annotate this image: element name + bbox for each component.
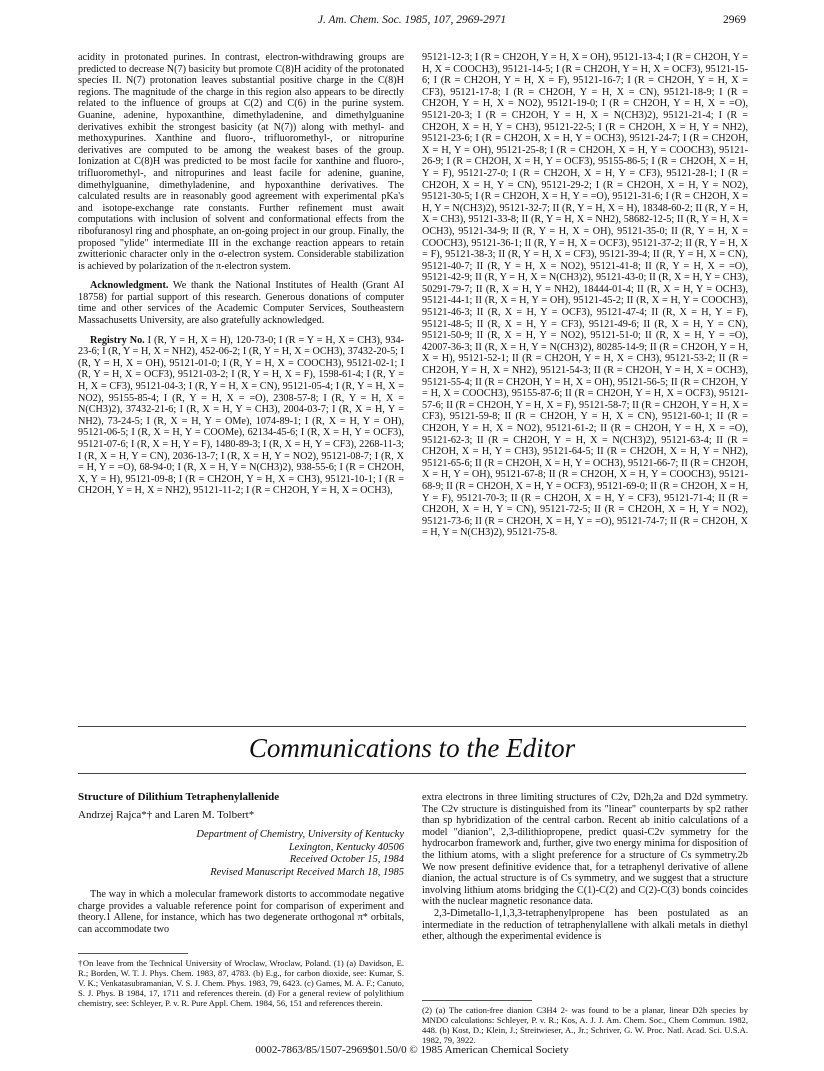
conclusion-paragraph: acidity in protonated purines. In contrast, electron-withdrawing groups are predicted to decrease N(7) basicity but promote C(8)H acidity of the protonated species II. N(7) protonation leaves substantial positive charge in the C(8)H regions. The magnitude of the charge in this region also appears to be directly related to the influence of groups at C(2) and C(6) in the purine system. Guanine, adenine, hypoxanthine, dimethyladenine, and dimethylguanine derivatives exhibit the strongest basicity (at N(7)) along with methyl- and methoxypurines. Xanthine and fluoro-, trifluoromethyl-, or nitropurine derivatives are computed to be among the weakest bases of the group. Ionization at C(8)H was predicted to be most facile for xanthine and fluoro-, trifluoromethyl-, and nitropurines and least facile for adenine, guanine, dimethylguanine, dimethyladenine, and hypoxanthine derivatives. The calculated results are in reasonably good agreement with experimental pKa's and isotope-exchange rate constants. Further refinement must await computations with inclusion of solvent and conformational effects from the ribofuranosyl ring and phosphate, an on-going project in our group. Finally, the proposed "ylide" intermediate III in the exchange reaction appears to retain zwitterionic character only in the σ-electron system. Considerable stabilization is achieved by polarization of the π-electron system. xyxy=(78,52,404,272)
article-left-column xyxy=(78,792,404,936)
section-rule-top xyxy=(78,726,746,727)
affiliation xyxy=(78,829,404,879)
intro-paragraph: The way in which a molecular framework distorts to accommodate negative charge provides a valuable reference point for comparison of experiment and theory.1 Allene, for instance, which has two degenerate orthogonal π* orbitals, can accommodate two xyxy=(78,889,404,935)
copyright-line: 0002-7863/85/1507-2969$01.50/0 © 1985 American Chemical Society xyxy=(255,1044,569,1056)
section-rule-bottom xyxy=(78,773,746,774)
article-title: Structure of Dilithium Tetraphenylallenide xyxy=(78,791,280,803)
journal-reference: J. Am. Chem. Soc. 1985, 107, 2969-2971 xyxy=(317,14,507,26)
footnote-rule xyxy=(422,1000,532,1001)
acknowledgment xyxy=(78,280,404,326)
registry-continued: 95121-12-3; I (R = CH2OH, Y = H, X = OH), 95121-13-4; I (R = CH2OH, Y = H, X = COOCH3), 95121-14-5; I (R = CH2OH, Y = H, X = OCF3), 95121-15-6; I (R = CH2OH, Y = H, X = F), 95121-16-7; I (R = CH2OH, Y = H, X = CF3), 95121-17-8; I (R = CH2OH, Y = H, X = CN), 95121-18-9; I (R = CH2OH, Y = H, X = NO2), 95121-19-0; I (R = CH2OH, Y = H, X = =O), 95121-20-3; I (R = CH2OH, Y = H, X = N(CH3)2), 95121-21-4; I (R = CH2OH, X = H, Y = CH3), 95121-22-5; I (R = CH2OH, X = H, Y = NH2), 95121-23-6; I (R = CH2OH, X = H, Y = OCH3), 95121-24-7; I (R = CH2OH, X = H, Y = OH), 95121-25-8; I (R = CH2OH, X = H, Y = COOCH3), 95121-26-9; I (R = CH2OH, X = H, Y = OCF3), 95155-86-5; I (R = CH2OH, X = H, Y = F), 95121-27-0; I (R = CH2OH, X = H, Y = CF3), 95121-28-1; I (R = CH2OH, X = H, Y = CN), 95121-29-2; I (R = CH2OH, X = H, Y = NO2), 95121-30-5; I (R = CH2OH, X = H, Y = =O), 95121-31-6; I (R = CH2OH, X = H, Y = N(CH3)2), 95121-32-7; II (R, Y = H, X = H), 18348-60-2; II (R, Y = H, X = CH3), 95121-33-8; II (R, Y = H, X = NH2), 58682-12-5; II (R, Y = H, X = OCH3), 95121-34-9; II (R, Y = H, X = OH), 95121-35-0; II (R, Y = H, X = COOCH3), 95121-36-1; II (R, Y = H, X = OCF3), 95121-37-2; II (R, Y = H, X = F), 95121-38-3; II (R, Y = H, X = CF3), 95121-39-4; II (R, Y = H, X = CN), 95121-40-7; II (R, Y = H, X = NO2), 95121-41-8; II (R, Y = H, X = =O), 95121-42-9; II (R, Y = H, X = N(CH3)2), 95121-43-0; II (R, X = H, Y = CH3), 50291-79-7; II (R, X = H, Y = NH2), 18444-01-4; II (R, X = H, Y = OCH3), 95121-44-1; II (R, X = H, Y = OH), 95121-45-2; II (R, X = H, Y = COOCH3), 95121-46-3; II (R, X = H, Y = OCF3), 95121-47-4; II (R, X = H, Y = F), 95121-48-5; II (R, X = H, Y = CF3), 95121-49-6; II (R, X = H, Y = CN), 95121-50-9; II (R, X = H, Y = NO2), 95121-51-0; II (R, X = H, Y = =O), 42007-36-3; II (R, X = H, Y = N(CH3)2), 80285-14-9; II (R = CH2OH, Y = H, X = H), 95121-52-1; II (R = CH2OH, Y = H, X = CH3), 95121-53-2; II (R = CH2OH, Y = H, X = NH2), 95121-54-3; II (R = CH2OH, Y = H, X = OCH3), 95121-55-4; II (R = CH2OH, Y = H, X = OH), 95121-56-5; II (R = CH2OH, Y = H, X = COOCH3), 95155-87-6; II (R = CH2OH, Y = H, X = OCF3), 95121-57-6; II (R = CH2OH, Y = H, X = F), 95121-58-7; II (R = CH2OH, Y = H, X = CF3), 95121-59-8; II (R = CH2OH, Y = H, X = CN), 95121-60-1; II (R = CH2OH, Y = H, X = NO2), 95121-61-2; II (R = CH2OH, Y = H, X = =O), 95121-62-3; II (R = CH2OH, Y = H, X = N(CH3)2), 95121-63-4; II (R = CH2OH, X = H, Y = CH3), 95121-64-5; II (R = CH2OH, X = H, Y = NH2), 95121-65-6; II (R = CH2OH, X = H, Y = OCH3), 95121-66-7; II (R = CH2OH, X = H, Y = OH), 95121-67-8; II (R = CH2OH, X = H, Y = COOCH3), 95121-68-9; II (R = CH2OH, X = H, Y = OCF3), 95121-69-0; II (R = CH2OH, X = H, Y = F), 95121-70-3; II (R = CH2OH, X = H, Y = CF3), 95121-71-4; II (R = CH2OH, X = H, Y = CN), 95121-72-5; II (R = CH2OH, X = H, Y = NO2), 95121-73-6; II (R = CH2OH, X = H, Y = =O), 95121-74-7; II (R = CH2OH, X = H, Y = N(CH3)2), 95121-75-8. xyxy=(422,52,748,539)
affiliation-line: Lexington, Kentucky 40506 xyxy=(288,841,404,853)
registry-text: I (R, Y = H, X = H), 120-73-0; I (R = Y = H, X = CH3), 934-23-6; I (R, Y = H, X = NH2), 452-06-2; I (R, Y = H, X = OCH3), 37432-20-5; I (R, Y = H, X = OH), 95121-01-0; I (R, Y = H, X = COOCH3), 95121-02-1; I (R, Y = H, X = OCF3), 95121-03-2; I (R, Y = H, X = F), 1598-61-4; I (R, Y = H, X = CF3), 95121-04-3; I (R, Y = H, X = CN), 95121-05-4; I (R, Y = H, X = NO2), 95155-85-4; I (R, Y = H, X = =O), 2308-57-8; I (R, Y = H, X = N(CH3)2), 37432-21-6; I (R, X = H, Y = CH3), 2004-03-7; I (R, X = H, Y = NH2), 73-24-5; I (R, X = H, Y = OMe), 1074-89-1; I (R, X = H, Y = OH), 95121-06-5; I (R, X = H, Y = COOMe), 62134-45-6; I (R, X = H, Y = OCF3), 95121-07-6; I (R, X = H, Y = F), 1480-89-3; I (R, X = H, Y = CF3), 2268-11-3; I (R, X = H, Y = CN), 2036-13-7; I (R, X = H, Y = NO2), 95121-08-7; I (R, X = H, Y = =O), 68-94-0; I (R, X = H, Y = N(CH3)2), 938-55-6; I (R = CH2OH, X, Y = H), 95121-09-8; I (R = CH2OH, Y = H, X = CH3), 95121-10-1; I (R = CH2OH, Y = H, X = NH2), 95121-11-2; I (R = CH2OH, Y = H, X = OCH3), xyxy=(78,334,404,497)
body-paragraph: extra electrons in three limiting structures of C2v, D2h,2a and D2d symmetry. The C2v structure is distinguished from its "linear" counterparts by sp2 rather than sp hybridization of the central carbon. Recent ab initio calculations of a model "dianion", 2,3-dilithiopropene, predict quasi-C2v symmetry for the hydrocarbon framework and, further, give two energy minima for disposition of the lithium atoms, with a slight preference for a structure of Cs symmetry.2b We now present definitive evidence that, for a tetraphenyl derivative of allene dianion, the actual structure is of Cs symmetry, and we suggest that a structure involving lithium atoms bridging the C(1)-C(2) and C(2)-C(3) bonds coincides with the nuclear magnetic resonance data. xyxy=(422,792,748,908)
affiliation-line: Department of Chemistry, University of Kentucky xyxy=(196,829,404,841)
footnote-rule xyxy=(78,953,188,954)
section-title: Communications to the Editor xyxy=(248,733,576,763)
page-number: 2969 xyxy=(723,14,746,26)
registry-label: Registry No. xyxy=(90,334,145,346)
revised-date: Revised Manuscript Received March 18, 1985 xyxy=(210,866,404,878)
body-paragraph: 2,3-Dimetallo-1,1,3,3-tetraphenylpropene has been postulated as an intermediate in the reduction of tetraphenylallene with alkali metals in diethyl ether, although the experimental evidence is xyxy=(422,907,748,943)
running-header xyxy=(78,14,746,30)
top-right-column xyxy=(422,52,748,539)
article-authors: Andrzej Rajca*† and Laren M. Tolbert* xyxy=(78,808,255,821)
footnote-text: †On leave from the Technical University of Wroclaw, Wroclaw, Poland. (1) (a) Davidson, E. R.; Borden, W. T. J. Phys. Chem. 1983, 87, 4783. (b) E.g., for carbon dioxide, see: Kumar, S. V. K.; Venkatasubramanian, V. S. J. Chem. Phys. 1983, 79, 6423. (c) Games, M. A. F.; Canuto, S. J. Phys. B 1984, 17, 1711 and references therein. (d) For a general review of polylithium chemistry, see: Schleyer, P. v. R. Pure Appl. Chem. 1984, 56, 151 and references therein. xyxy=(78,958,404,1008)
acknowledgment-label: Acknowledgment. xyxy=(90,280,169,292)
received-date: Received October 15, 1984 xyxy=(289,854,404,866)
footnotes-right xyxy=(422,1000,748,1045)
article-right-column xyxy=(422,792,748,943)
top-left-column xyxy=(78,52,404,497)
footnotes-left xyxy=(78,953,404,1008)
acknowledgment-text: We thank the National Institutes of Health (Grant AI 18758) for partial support of this research. Generous donations of computer time and other services of the Academic Computer Services, Southeastern Massachusetts University, are also gratefully acknowledged. xyxy=(78,280,404,327)
registry-numbers xyxy=(78,335,404,497)
footnote-text: (2) (a) The cation-free dianion C3H4 2- was found to be a planar, linear D2h species by MNDO calculations: Schleyer, P. v. R.; Kos, A. J. J. Am. Chem. Soc., Chem Commun. 1982, 448. (b) Kost, D.; Klein, J.; Streitwieser, A., Jr.; Schriver, G. W. Proc. Natl. Acad. Sci. U.S.A. 1982, 79, 3922. xyxy=(422,1005,748,1045)
